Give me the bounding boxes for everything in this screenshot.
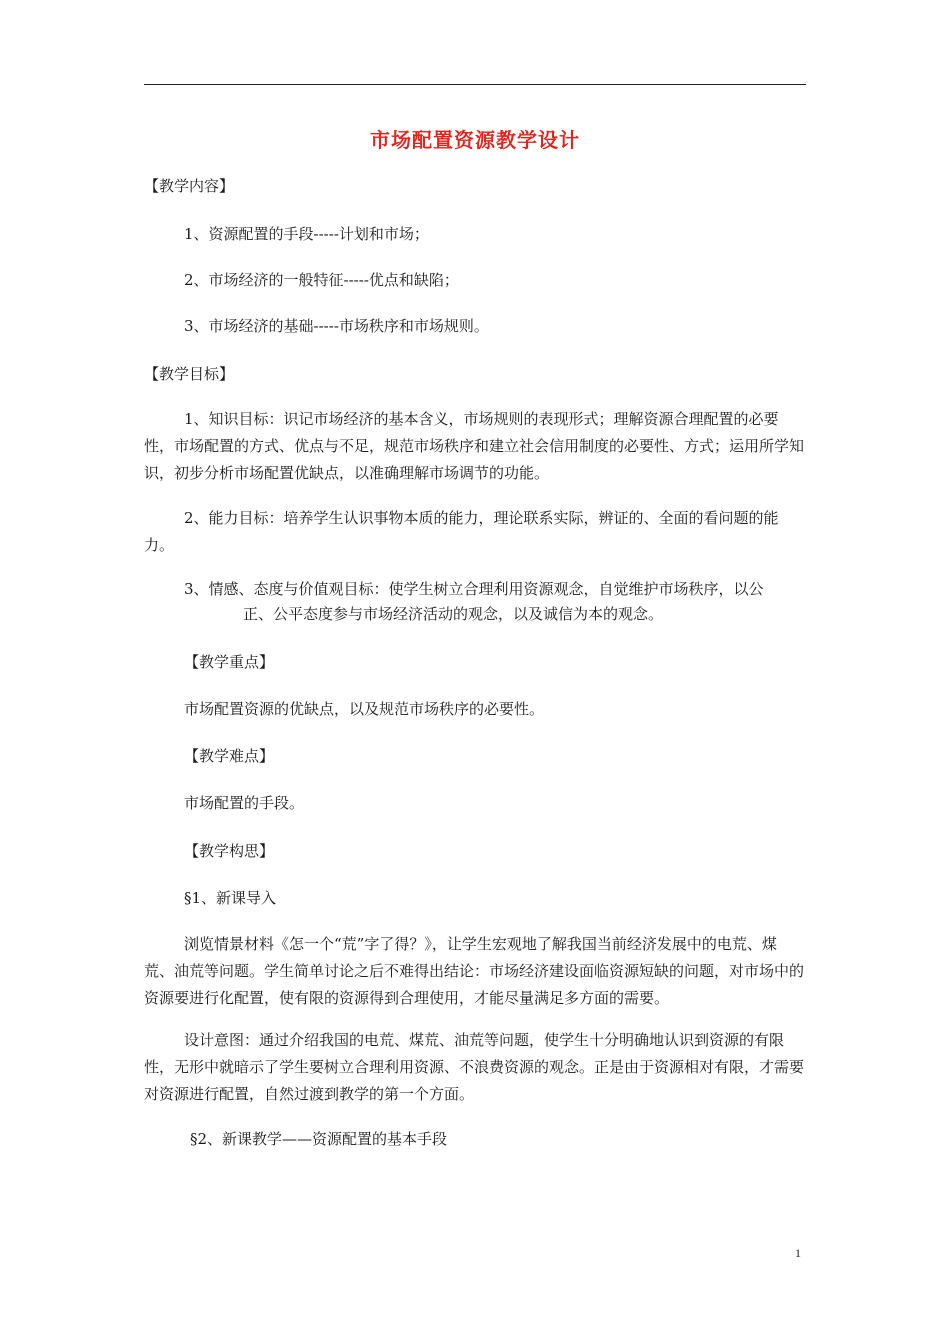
goal-3-line-1: 3、情感、态度与价值观目标：使学生树立合理利用资源观念，自觉维护市场秩序，以公 [184, 580, 764, 598]
page-number: 1 [795, 1246, 801, 1260]
content-item-2: 2、市场经济的一般特征-----优点和缺陷； [184, 271, 459, 289]
goals-heading: 【教学目标】 [144, 365, 235, 383]
goal-3-line-2: 正、公平态度参与市场经济活动的观念，以及诚信为本的观念。 [243, 605, 664, 623]
focus-heading: 【教学重点】 [184, 653, 275, 671]
idea-heading: 【教学构思】 [184, 842, 275, 860]
content-heading: 【教学内容】 [144, 177, 235, 195]
focus-text: 市场配置资源的优缺点，以及规范市场秩序的必要性。 [184, 700, 545, 718]
difficulty-text: 市场配置的手段。 [184, 794, 305, 812]
step-2-heading: §2、新课教学——资源配置的基本手段 [190, 1130, 448, 1148]
difficulty-heading: 【教学难点】 [184, 747, 275, 765]
content-item-1: 1、资源配置的手段-----计划和市场； [184, 225, 429, 243]
design-intent-paragraph: 设计意图：通过介绍我国的电荒、煤荒、油荒等问题，使学生十分明确地认识到资源的有限性，无形中就暗示了学生要树立合理利用资源、不浪费资源的观念。正是由于资源相对有限，才需要对资源进行配置，自然过渡到教学的第一个方面。 [144, 1031, 805, 1103]
content-item-3: 3、市场经济的基础-----市场秩序和市场规则。 [184, 317, 489, 335]
document-title: 市场配置资源教学设计 [370, 128, 580, 152]
header-rule [144, 84, 806, 85]
goal-1-paragraph: 1、知识目标：识记市场经济的基本含义，市场规则的表现形式；理解资源合理配置的必要性，市场配置的方式、优点与不足，规范市场秩序和建立社会信用制度的必要性、方式；运用所学知识，初步分析市场配置优缺点，以准确理解市场调节的功能。 [144, 410, 805, 482]
step-1-paragraph: 浏览情景材料《怎一个“荒”字了得？》，让学生宏观地了解我国当前经济发展中的电荒、煤荒、油荒等问题。学生简单讨论之后不难得出结论：市场经济建设面临资源短缺的问题，对市场中的资源要进行化配置，使有限的资源得到合理使用，才能尽量满足多方面的需要。 [144, 935, 805, 1007]
step-1-heading: §1、新课导入 [184, 889, 277, 907]
goal-2-paragraph: 2、能力目标：培养学生认识事物本质的能力，理论联系实际，辨证的、全面的看问题的能力。 [144, 509, 779, 554]
